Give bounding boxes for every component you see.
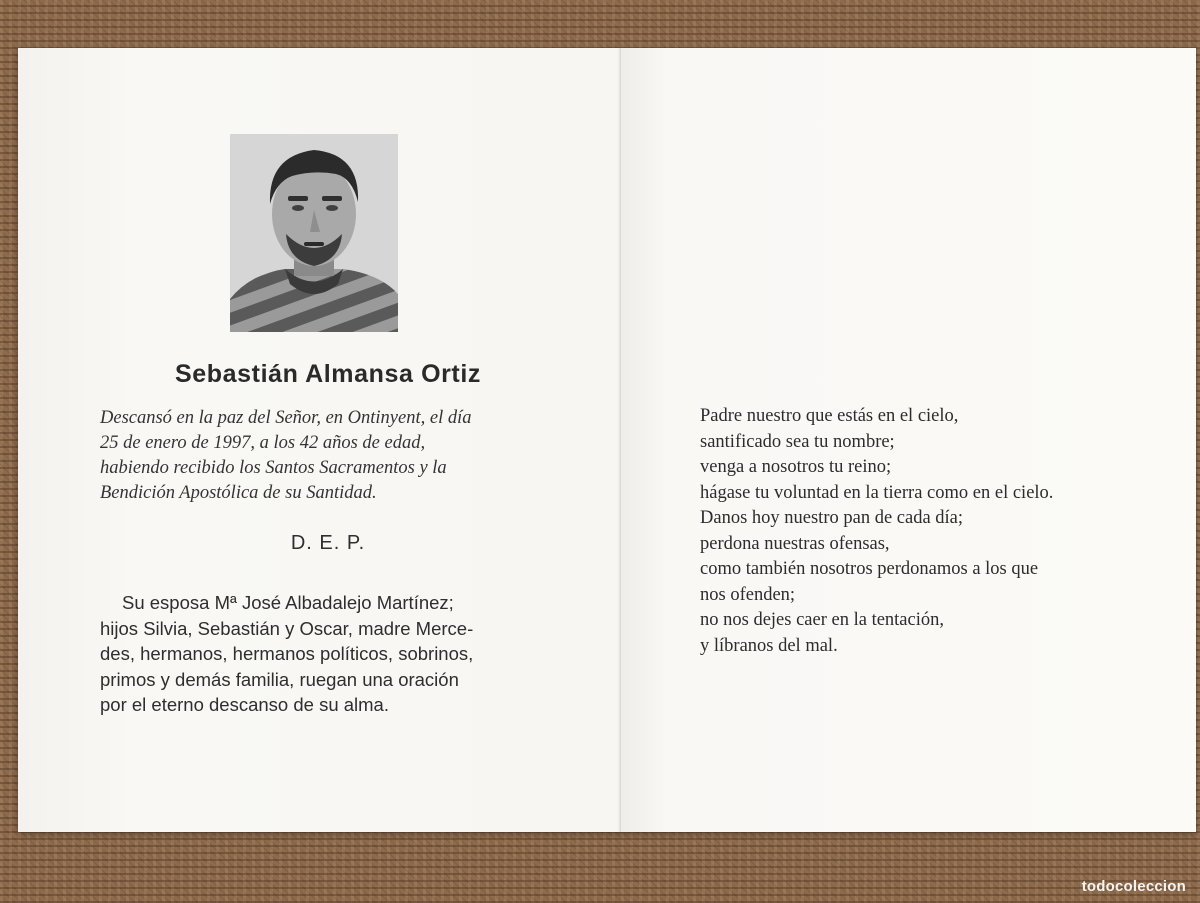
family-line: hijos Silvia, Sebastián y Oscar, madre Merce-: [100, 617, 474, 639]
family-line: Su esposa Mª José Albadalejo Martínez;: [122, 592, 454, 613]
memorial-card: [18, 48, 1196, 832]
intro-line: Descansó en la paz del Señor, en Ontinyent, el día: [100, 408, 472, 428]
prayer-line: como también nosotros perdonamos a los que: [700, 559, 1039, 579]
watermark-logo: todocoleccion: [1081, 878, 1186, 895]
prayer-line: nos ofenden;: [700, 584, 796, 605]
family-text: [100, 590, 536, 718]
prayer-line: Danos hoy nuestro pan de cada día;: [700, 508, 964, 528]
prayer-line: y líbranos del mal.: [700, 635, 838, 656]
prayer-line: no nos dejes caer en la tentación,: [700, 610, 944, 630]
prayer-line: santificado sea tu nombre;: [700, 431, 895, 452]
intro-text: [100, 406, 502, 506]
prayer-line: hágase tu voluntad en la tierra como en el cielo.: [700, 482, 1054, 503]
intro-line: Bendición Apostólica de su Santidad.: [100, 483, 377, 503]
prayer-text: [700, 404, 1140, 659]
portrait-photo: [230, 134, 398, 332]
family-line: des, hermanos, hermanos políticos, sobrinos,: [100, 643, 474, 664]
intro-line: 25 de enero de 1997, a los 42 años de edad,: [100, 433, 426, 453]
dep-text: D. E. P.: [290, 532, 366, 554]
left-panel: [18, 48, 621, 832]
prayer-line: Padre nuestro que estás en el cielo,: [700, 406, 959, 426]
deceased-name: Sebastián Almansa Ortiz: [174, 360, 482, 388]
prayer-line: perdona nuestras ofensas,: [700, 533, 890, 554]
intro-line: habiendo recibido los Santos Sacramentos y la: [100, 458, 447, 478]
family-line: primos y demás familia, ruegan una oración: [100, 668, 459, 690]
prayer-line: venga a nosotros tu reino;: [700, 457, 892, 477]
family-line: por el eterno descanso de su alma.: [100, 694, 389, 715]
